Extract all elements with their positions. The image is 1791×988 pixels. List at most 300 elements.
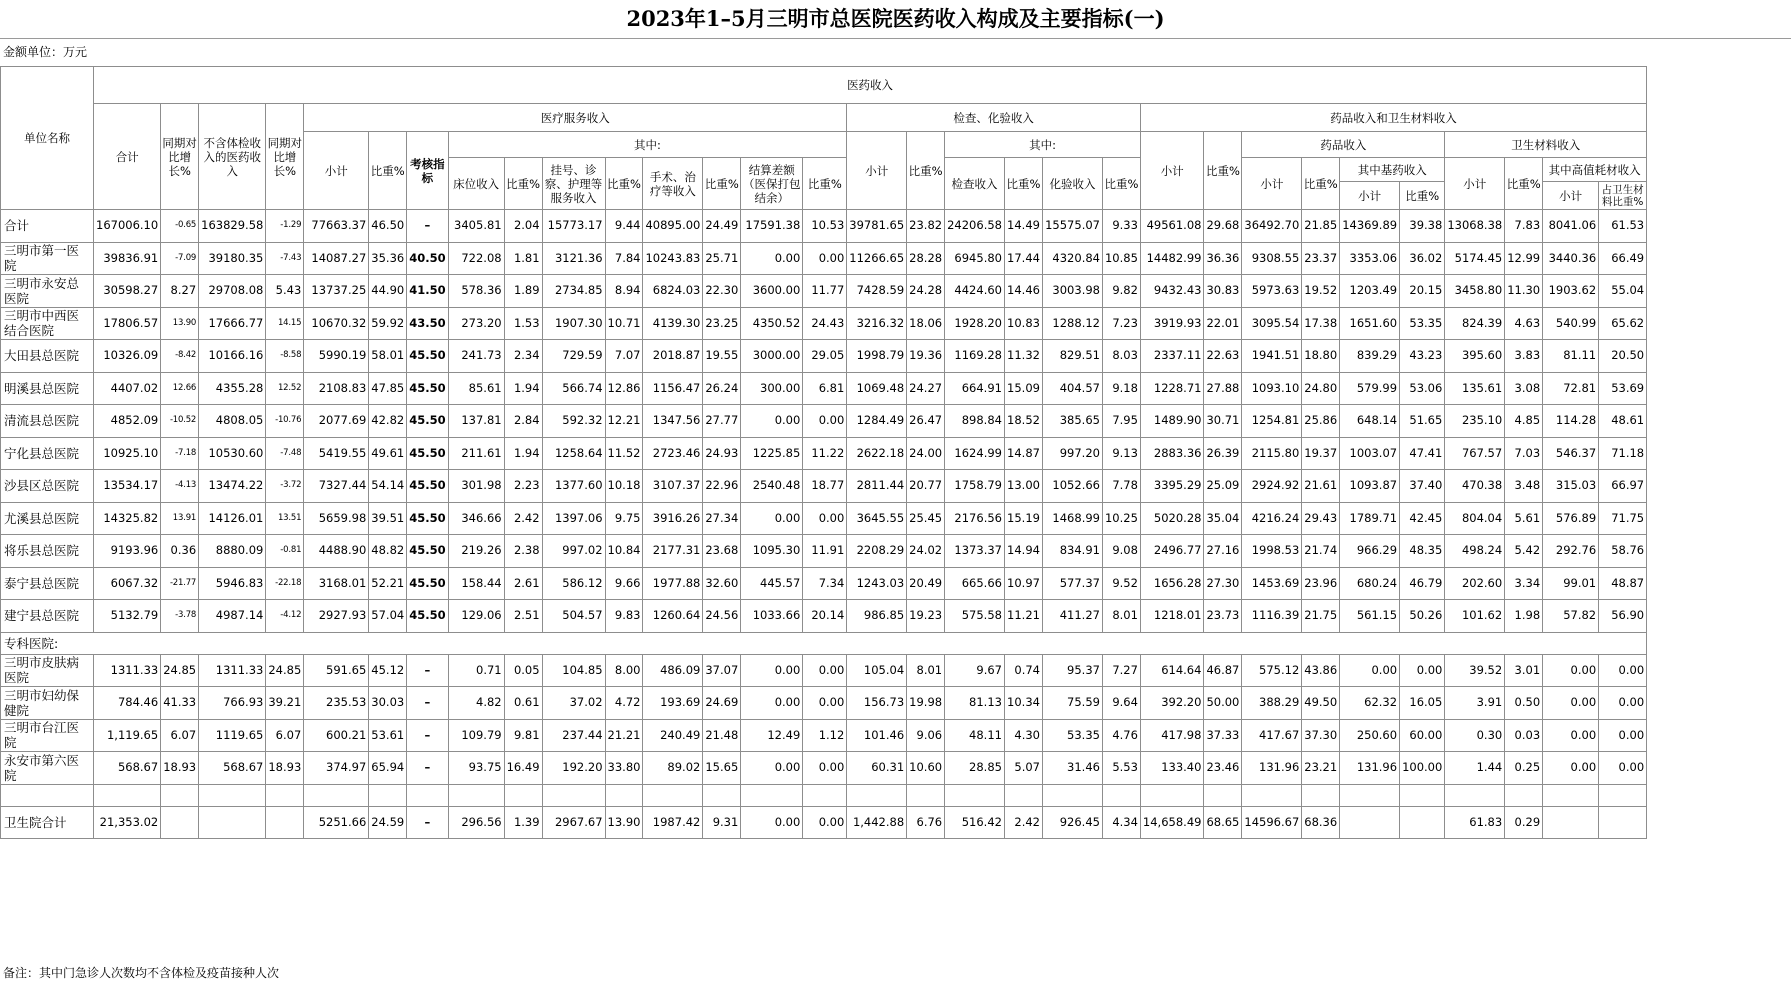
value-cell: 3168.01 [304,567,369,600]
value-cell: 3919.93 [1140,307,1204,340]
value-cell: 1987.42 [643,806,703,839]
value-cell: 9.66 [605,567,643,600]
value-cell: 6.07 [266,719,304,752]
value-cell: 1311.33 [94,654,161,687]
value-cell: -22.18 [266,567,304,600]
value-cell: 0.00 [803,654,847,687]
value-cell: 0.00 [803,687,847,720]
value-cell: 60.00 [1400,719,1445,752]
header-pharma-income: 医药收入 [94,67,1647,104]
value-cell: 23.96 [1302,567,1340,600]
header-dm-ratio: 比重% [1204,132,1242,210]
value-cell: 10.83 [1004,307,1042,340]
value-cell: 24.43 [803,307,847,340]
table-row [1,654,1647,687]
value-cell: 1928.20 [945,307,1005,340]
value-cell: 29.68 [1204,210,1242,243]
value-cell: 41.33 [161,687,199,720]
value-cell: 2077.69 [304,405,369,438]
value-cell: 42.82 [369,405,407,438]
value-cell: 1397.06 [542,502,605,535]
value-cell: -21.77 [161,567,199,600]
value-cell: 7428.59 [847,275,907,308]
value-cell: 0.00 [1599,654,1647,687]
value-cell: 15773.17 [542,210,605,243]
value-cell: 3216.32 [847,307,907,340]
value-cell: 5659.98 [304,502,369,535]
value-cell: 45.50 [407,535,448,568]
value-cell: 3095.54 [1242,307,1302,340]
table-row [1,372,1647,405]
value-cell: 576.89 [1543,502,1599,535]
value-cell: 167006.10 [94,210,161,243]
value-cell: 48.82 [369,535,407,568]
table-row [1,687,1647,720]
value-cell: 66.49 [1599,242,1647,275]
value-cell: -0.81 [266,535,304,568]
header-lab: 化验收入 [1042,158,1102,210]
header-settle: 结算差额（医保打包结余） [741,158,803,210]
value-cell: 75.59 [1042,687,1102,720]
value-cell: 8.03 [1102,340,1140,373]
unit-name-cell: 明溪县总医院 [1,372,94,405]
value-cell: 50.26 [1400,600,1445,633]
value-cell: 8.27 [161,275,199,308]
value-cell: 30.71 [1204,405,1242,438]
value-cell: 62.32 [1340,687,1400,720]
header-mat-sub: 小计 [1445,158,1505,210]
unit-name-cell: 三明市中西医结合医院 [1,307,94,340]
value-cell: 24.59 [369,806,407,839]
value-cell: 22.96 [703,470,741,503]
value-cell: 23.25 [703,307,741,340]
value-cell: 24206.58 [945,210,1005,243]
value-cell: 315.03 [1543,470,1599,503]
value-cell: 7.34 [803,567,847,600]
value-cell: 575.58 [945,600,1005,633]
value-cell: 9.83 [605,600,643,633]
value-cell: 1225.85 [741,437,803,470]
header-excl-exam: 不含体检收入的医药收入 [199,104,266,210]
value-cell: 21.48 [703,719,741,752]
value-cell: 3.83 [1505,340,1543,373]
value-cell: -7.09 [161,242,199,275]
value-cell: 163829.58 [199,210,266,243]
value-cell: 45.50 [407,600,448,633]
unit-name-cell: 三明市妇幼保健院 [1,687,94,720]
value-cell: 7327.44 [304,470,369,503]
value-cell: 9.08 [1102,535,1140,568]
table-row [1,806,1647,839]
value-cell: 2115.80 [1242,437,1302,470]
value-cell: -7.43 [266,242,304,275]
value-cell: 54.14 [369,470,407,503]
value-cell: 53.69 [1599,372,1647,405]
value-cell: 5251.66 [304,806,369,839]
value-cell [1340,806,1400,839]
value-cell: 8.94 [605,275,643,308]
value-cell: 48.11 [945,719,1005,752]
value-cell: -3.78 [161,600,199,633]
value-cell: 23.46 [1204,752,1242,785]
value-cell: 4139.30 [643,307,703,340]
value-cell: 0.29 [1505,806,1543,839]
value-cell: 27.77 [703,405,741,438]
value-cell: 1228.71 [1140,372,1204,405]
value-cell: 0.00 [1543,687,1599,720]
value-cell: 65.94 [369,752,407,785]
value-cell: 17666.77 [199,307,266,340]
value-cell: 61.83 [1445,806,1505,839]
value-cell: 0.05 [504,654,542,687]
value-cell: 1.44 [1445,752,1505,785]
value-cell: 7.84 [605,242,643,275]
value-cell: 12.86 [605,372,643,405]
value-cell: 7.07 [605,340,643,373]
header-bed-ratio: 比重% [504,158,542,210]
value-cell: 10925.10 [94,437,161,470]
value-cell: 2208.29 [847,535,907,568]
footnote: 备注：其中门急诊人次数均不含体检及疫苗接种人次 [3,966,280,980]
value-cell: 19.52 [1302,275,1340,308]
header-el-among: 其中: [945,132,1141,158]
value-cell: 250.60 [1340,719,1400,752]
value-cell: 17591.38 [741,210,803,243]
header-basic-sub: 小计 [1340,182,1400,210]
value-cell: 2883.36 [1140,437,1204,470]
value-cell: 14,658.49 [1140,806,1204,839]
value-cell: 4.34 [1102,806,1140,839]
value-cell: 1.98 [1505,600,1543,633]
value-cell: 0.00 [1543,654,1599,687]
value-cell: 89.02 [643,752,703,785]
value-cell: 10.97 [1004,567,1042,600]
value-cell: 37.33 [1204,719,1242,752]
value-cell: 26.24 [703,372,741,405]
table-row [1,567,1647,600]
value-cell: 2.42 [504,502,542,535]
value-cell: 202.60 [1445,567,1505,600]
value-cell: 45.50 [407,502,448,535]
value-cell: 3405.81 [448,210,504,243]
value-cell: 52.21 [369,567,407,600]
header-ms-ratio: 比重% [369,132,407,210]
value-cell: 586.12 [542,567,605,600]
header-ms-target: 考核指标 [407,132,448,210]
value-cell: 4424.60 [945,275,1005,308]
value-cell: 0.00 [803,405,847,438]
value-cell: – [407,687,448,720]
value-cell: 1203.49 [1340,275,1400,308]
value-cell: 10.85 [1102,242,1140,275]
value-cell: 53.35 [1400,307,1445,340]
value-cell: 3.01 [1505,654,1543,687]
value-cell: 57.04 [369,600,407,633]
value-cell: 10243.83 [643,242,703,275]
value-cell: 39.38 [1400,210,1445,243]
value-cell: 14087.27 [304,242,369,275]
value-cell: 20.49 [907,567,945,600]
value-cell: 135.61 [1445,372,1505,405]
value-cell: 27.34 [703,502,741,535]
value-cell: 14126.01 [199,502,266,535]
value-cell: 1288.12 [1042,307,1102,340]
value-cell: 292.76 [1543,535,1599,568]
table-row [1,502,1647,535]
value-cell: 40895.00 [643,210,703,243]
value-cell: 722.08 [448,242,504,275]
value-cell: 0.25 [1505,752,1543,785]
value-cell: 24.00 [907,437,945,470]
value-cell: 0.50 [1505,687,1543,720]
value-cell: 61.53 [1599,210,1647,243]
value-cell: 1,119.65 [94,719,161,752]
unit-name-cell: 三明市永安总医院 [1,275,94,308]
value-cell: 25.71 [703,242,741,275]
value-cell: 18.93 [266,752,304,785]
value-cell: 101.46 [847,719,907,752]
value-cell: 579.99 [1340,372,1400,405]
value-cell: 9.31 [703,806,741,839]
value-cell: 0.36 [161,535,199,568]
value-cell: 14.49 [1004,210,1042,243]
value-cell: 6.81 [803,372,847,405]
value-cell: 9193.96 [94,535,161,568]
value-cell: 4808.05 [199,405,266,438]
value-cell: 46.87 [1204,654,1242,687]
value-cell: 11.52 [605,437,643,470]
value-cell: 10.18 [605,470,643,503]
value-cell: – [407,752,448,785]
value-cell: 36.02 [1400,242,1445,275]
value-cell: 0.00 [741,687,803,720]
value-cell: 1093.10 [1242,372,1302,405]
value-cell: 13068.38 [1445,210,1505,243]
value-cell: 39180.35 [199,242,266,275]
value-cell: 14369.89 [1340,210,1400,243]
value-cell: 71.75 [1599,502,1647,535]
value-cell: 1.39 [504,806,542,839]
value-cell: 15.65 [703,752,741,785]
value-cell: 1998.53 [1242,535,1302,568]
value-cell: 20.14 [803,600,847,633]
value-cell: 0.30 [1445,719,1505,752]
value-cell: 14.46 [1004,275,1042,308]
value-cell: 13.90 [161,307,199,340]
value-cell: 591.65 [304,654,369,687]
value-cell: 36492.70 [1242,210,1302,243]
value-cell: 12.49 [741,719,803,752]
value-cell: 5132.79 [94,600,161,633]
value-cell: 24.27 [907,372,945,405]
value-cell: 4.76 [1102,719,1140,752]
value-cell: 1033.66 [741,600,803,633]
value-cell: 3107.37 [643,470,703,503]
value-cell: 9.06 [907,719,945,752]
value-cell: 24.69 [703,687,741,720]
value-cell: 68.36 [1302,806,1340,839]
header-exam: 检查收入 [945,158,1005,210]
value-cell: 18.93 [161,752,199,785]
value-cell: 21.61 [1302,470,1340,503]
value-cell: 13.90 [605,806,643,839]
value-cell: 10.34 [1004,687,1042,720]
value-cell: 385.65 [1042,405,1102,438]
value-cell: 566.74 [542,372,605,405]
value-cell: 22.63 [1204,340,1242,373]
value-cell: 5174.45 [1445,242,1505,275]
value-cell: 39781.65 [847,210,907,243]
value-cell: 1218.01 [1140,600,1204,633]
value-cell: 11.32 [1004,340,1042,373]
value-cell: 486.09 [643,654,703,687]
value-cell: 5973.63 [1242,275,1302,308]
header-drug-ratio: 比重% [1302,158,1340,210]
value-cell: 11.21 [1004,600,1042,633]
value-cell: – [407,806,448,839]
value-cell: 296.56 [448,806,504,839]
value-cell: 648.14 [1340,405,1400,438]
value-cell: 1468.99 [1042,502,1102,535]
value-cell: 21.74 [1302,535,1340,568]
value-cell: 137.81 [448,405,504,438]
unit-name-cell: 大田县总医院 [1,340,94,373]
unit-name-cell: 尤溪县总医院 [1,502,94,535]
header-medical-service: 医疗服务收入 [304,104,847,132]
value-cell: 17.38 [1302,307,1340,340]
value-cell: 24.56 [703,600,741,633]
value-cell: 1243.03 [847,567,907,600]
value-cell: 1284.49 [847,405,907,438]
value-cell: 784.46 [94,687,161,720]
value-cell: 6.07 [161,719,199,752]
value-cell: 3.48 [1505,470,1543,503]
value-cell: 9.64 [1102,687,1140,720]
value-cell: 5.42 [1505,535,1543,568]
value-cell: 21.75 [1302,600,1340,633]
value-cell: 6.76 [907,806,945,839]
value-cell: 417.98 [1140,719,1204,752]
value-cell: 5946.83 [199,567,266,600]
value-cell: 395.60 [1445,340,1505,373]
value-cell: 1377.60 [542,470,605,503]
value-cell: 4350.52 [741,307,803,340]
value-cell: 9.81 [504,719,542,752]
value-cell: 2622.18 [847,437,907,470]
value-cell: 9308.55 [1242,242,1302,275]
value-cell: -4.13 [161,470,199,503]
value-cell: 13.91 [161,502,199,535]
unit-name-cell: 将乐县总医院 [1,535,94,568]
value-cell: 997.02 [542,535,605,568]
value-cell: 388.29 [1242,687,1302,720]
value-cell: 592.32 [542,405,605,438]
value-cell: 28.85 [945,752,1005,785]
value-cell: -0.65 [161,210,199,243]
value-cell: 1.89 [504,275,542,308]
value-cell: 19.23 [907,600,945,633]
header-surg: 手术、治疗等收入 [643,158,703,210]
value-cell: 2723.46 [643,437,703,470]
value-cell: 7.03 [1505,437,1543,470]
value-cell: 3353.06 [1340,242,1400,275]
income-table [0,66,1647,839]
value-cell: 4.82 [448,687,504,720]
value-cell: 4488.90 [304,535,369,568]
value-cell: 1052.66 [1042,470,1102,503]
value-cell: 47.41 [1400,437,1445,470]
header-ms-subtotal: 小计 [304,132,369,210]
value-cell: 0.00 [1599,752,1647,785]
value-cell: 300.00 [741,372,803,405]
value-cell: 13.00 [1004,470,1042,503]
value-cell: 577.37 [1042,567,1102,600]
value-cell: 13534.17 [94,470,161,503]
value-cell: 767.57 [1445,437,1505,470]
value-cell: 680.24 [1340,567,1400,600]
value-cell: 19.98 [907,687,945,720]
value-cell: 37.07 [703,654,741,687]
value-cell: 1941.51 [1242,340,1302,373]
value-cell: 2924.92 [1242,470,1302,503]
value-cell: 17806.57 [94,307,161,340]
value-cell: 30598.27 [94,275,161,308]
value-cell: 6067.32 [94,567,161,600]
value-cell: 0.00 [1340,654,1400,687]
value-cell: 81.13 [945,687,1005,720]
value-cell: 804.04 [1445,502,1505,535]
value-cell: 12.21 [605,405,643,438]
value-cell: 23.73 [1204,600,1242,633]
value-cell: 1116.39 [1242,600,1302,633]
value-cell: 50.00 [1204,687,1242,720]
header-basic-ratio: 比重% [1400,182,1445,210]
value-cell: 14.15 [266,307,304,340]
value-cell: 39.52 [1445,654,1505,687]
value-cell: 109.79 [448,719,504,752]
value-cell: 1119.65 [199,719,266,752]
value-cell: 24.49 [703,210,741,243]
value-cell: 5.61 [1505,502,1543,535]
value-cell: 26.47 [907,405,945,438]
value-cell: 14596.67 [1242,806,1302,839]
value-cell: 19.55 [703,340,741,373]
value-cell: 6945.80 [945,242,1005,275]
header-el-ratio: 比重% [907,132,945,210]
value-cell: 0.00 [741,806,803,839]
value-cell: 49561.08 [1140,210,1204,243]
value-cell [1400,806,1445,839]
value-cell: 0.00 [741,242,803,275]
value-cell: 29.43 [1302,502,1340,535]
value-cell: 4.30 [1004,719,1042,752]
value-cell: 839.29 [1340,340,1400,373]
value-cell: 19.37 [1302,437,1340,470]
value-cell: -10.76 [266,405,304,438]
value-cell: 45.12 [369,654,407,687]
header-lab-ratio: 比重% [1102,158,1140,210]
value-cell: 43.86 [1302,654,1340,687]
header-drug-material: 药品收入和卫生材料收入 [1140,104,1646,132]
value-cell: 1311.33 [199,654,266,687]
table-row [1,535,1647,568]
value-cell: 5.07 [1004,752,1042,785]
header-hv-ratio: 占卫生材料比重% [1599,182,1647,210]
header-ms-among: 其中: [448,132,847,158]
value-cell: 411.27 [1042,600,1102,633]
value-cell: 3395.29 [1140,470,1204,503]
value-cell: 24.85 [161,654,199,687]
